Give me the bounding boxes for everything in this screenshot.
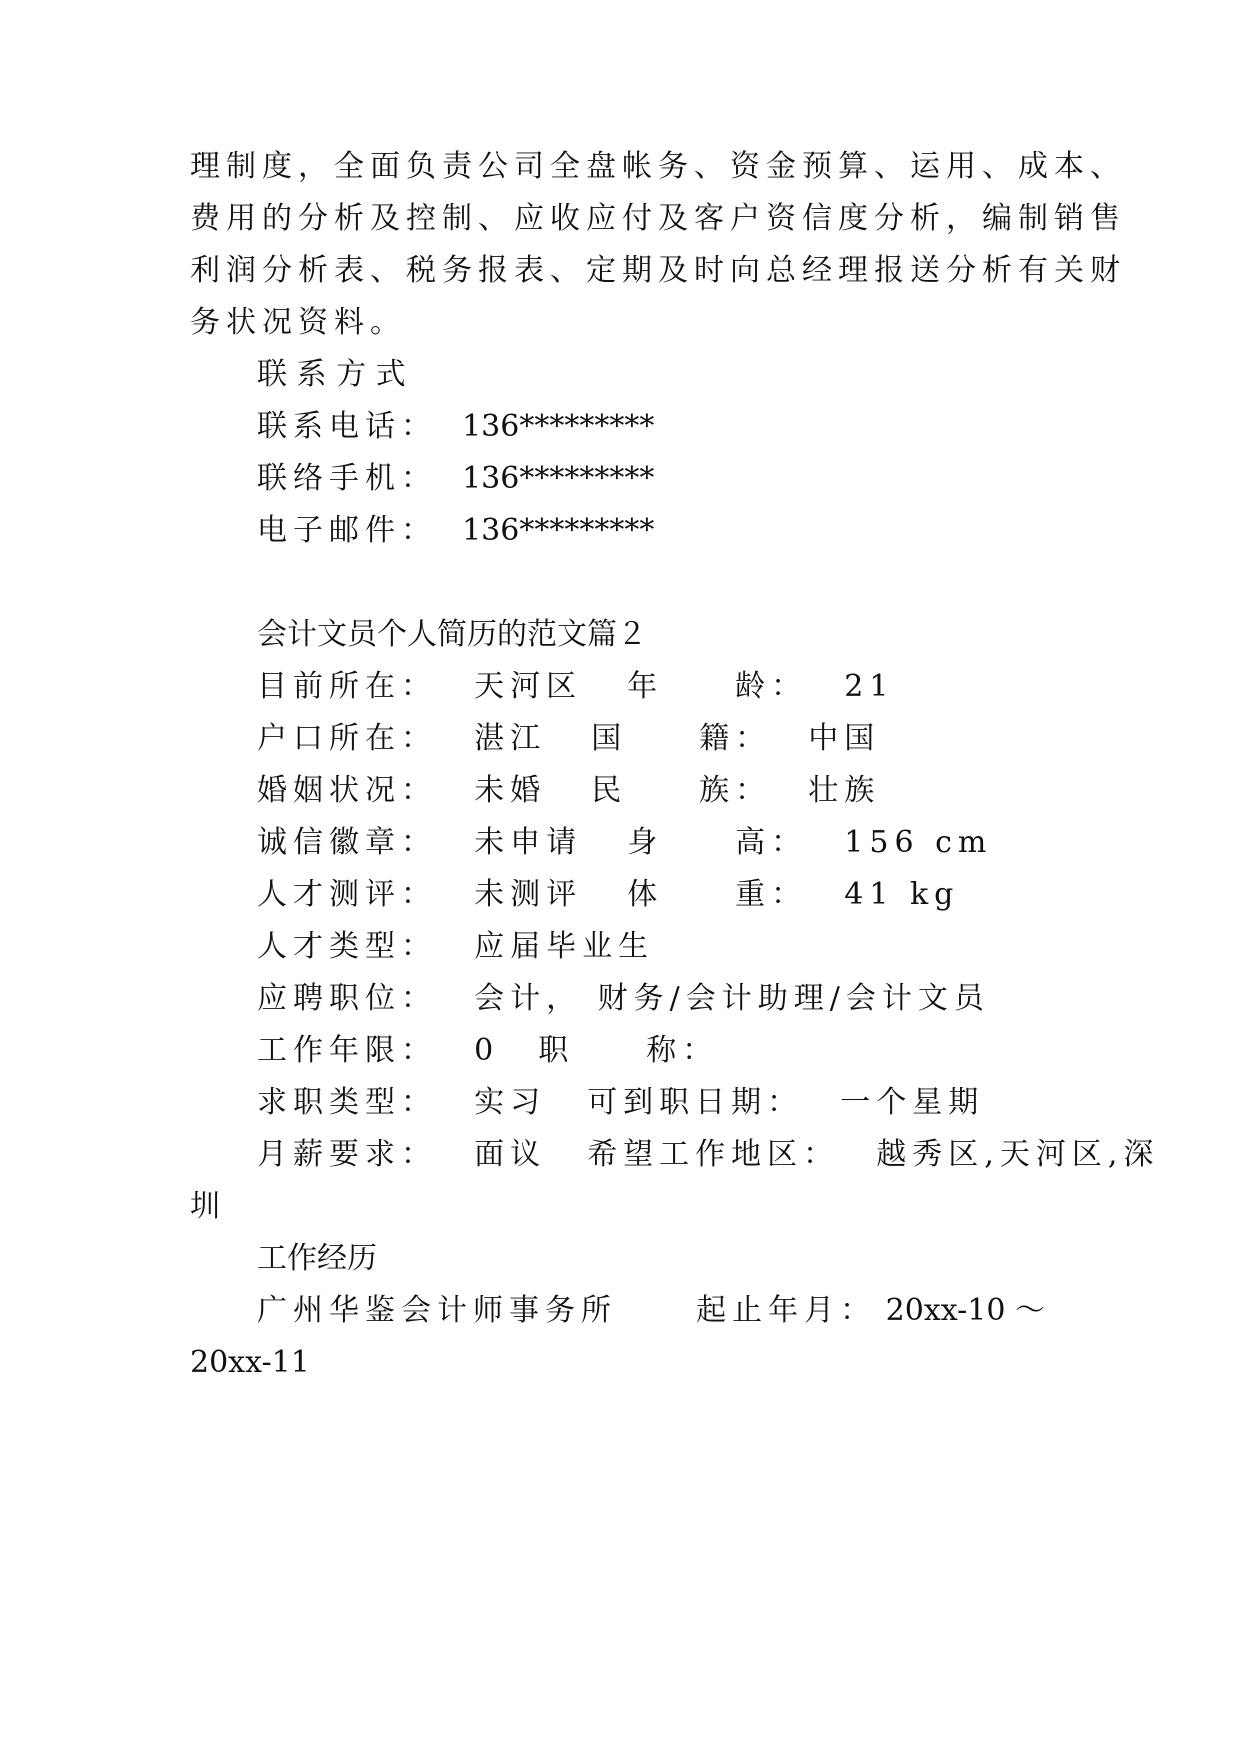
experience-heading: 工作经历 — [257, 1241, 377, 1276]
contact-email-row — [257, 511, 1137, 551]
salary-value: 面议 — [474, 1137, 547, 1172]
contact-mobile-value: 136********* — [462, 461, 655, 496]
age-label: 年 龄： — [627, 669, 808, 704]
job-type-label: 求职类型： — [257, 1085, 437, 1120]
start-value: 一个星期 — [840, 1085, 985, 1120]
nationality-value: 中国 — [808, 721, 881, 756]
row-hukou-nationality — [257, 719, 1137, 759]
nationality-label: 国 籍： — [591, 721, 772, 756]
period-line2: 20xx-11 — [190, 1345, 310, 1380]
contact-email-label: 电子邮件： — [257, 513, 437, 548]
contact-phone-label: 联系电话： — [257, 409, 437, 444]
hukou-value: 湛江 — [474, 721, 547, 756]
intro-line-2: 费用的分析及控制、应收应付及客户资信度分析，编制销售 — [190, 201, 1126, 236]
contact-phone-row — [257, 407, 1137, 447]
weight-label: 体 重： — [627, 877, 808, 912]
row-marital-ethnic — [257, 771, 1137, 811]
years-label: 工作年限： — [257, 1033, 437, 1068]
period-line1: 20xx-10 ～ — [885, 1293, 1045, 1328]
intro-line-4: 务状况资料。 — [190, 305, 406, 340]
contact-heading: 联 系 方 式 — [257, 357, 406, 392]
talent-type-label: 人才类型： — [257, 929, 437, 964]
contact-mobile-row — [257, 459, 1137, 499]
intro-line-1: 理制度，全面负责公司全盘帐务、资金预算、运用、成本、 — [190, 149, 1126, 184]
assessment-label: 人才测评： — [257, 877, 437, 912]
row-assessment-weight — [257, 875, 1137, 915]
resume2-title: 会计文员个人简历的范文篇２ — [257, 617, 647, 652]
contact-mobile-label: 联络手机： — [257, 461, 437, 496]
salary-label: 月薪要求： — [257, 1137, 437, 1172]
period-label: 起止年月： — [696, 1293, 877, 1328]
assessment-value: 未测评 — [474, 877, 583, 912]
region-value-line1: 越秀区,天河区,深 — [876, 1137, 1160, 1172]
height-label: 身 高： — [627, 825, 808, 860]
row-job-type-start — [257, 1083, 1137, 1123]
company-name: 广州华鉴会计师事务所 — [257, 1293, 617, 1328]
location-value: 天河区 — [474, 669, 583, 704]
row-location-age — [257, 667, 1137, 707]
talent-type-value: 应届毕业生 — [474, 929, 655, 964]
title-label: 职 称： — [538, 1033, 719, 1068]
years-value: 0 — [474, 1033, 500, 1068]
intro-line-3: 利润分析表、税务报表、定期及时向总经理报送分析有关财 — [190, 253, 1126, 288]
position-value: 会计， 财务/会计助理/会计文员 — [474, 981, 990, 1016]
age-value: 21 — [844, 669, 895, 704]
ethnic-value: 壮族 — [808, 773, 881, 808]
row-salary-region — [257, 1135, 1160, 1175]
job-type-value: 实习 — [474, 1085, 547, 1120]
start-label: 可到职日期： — [587, 1085, 804, 1120]
location-label: 目前所在： — [257, 669, 437, 704]
contact-phone-value: 136********* — [462, 409, 655, 444]
row-talent-type — [257, 927, 1137, 967]
marital-value: 未婚 — [474, 773, 547, 808]
contact-email-value: 136********* — [462, 513, 655, 548]
position-label: 应聘职位： — [257, 981, 437, 1016]
marital-label: 婚姻状况： — [257, 773, 437, 808]
row-badge-height — [257, 823, 1137, 863]
badge-label: 诚信徽章： — [257, 825, 437, 860]
height-value: 156 cm — [844, 825, 993, 860]
ethnic-label: 民 族： — [591, 773, 772, 808]
region-value-line2: 圳 — [190, 1189, 220, 1224]
weight-value: 41 kg — [844, 877, 960, 912]
region-label: 希望工作地区： — [587, 1137, 840, 1172]
row-position — [257, 979, 1137, 1019]
hukou-label: 户口所在： — [257, 721, 437, 756]
badge-value: 未申请 — [474, 825, 583, 860]
experience-row — [257, 1291, 1137, 1331]
row-years-title — [257, 1031, 1137, 1071]
